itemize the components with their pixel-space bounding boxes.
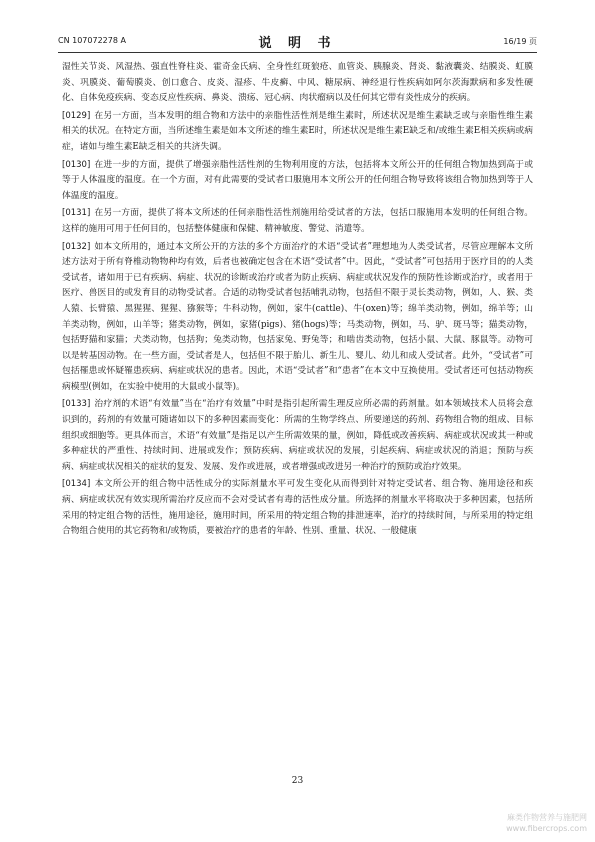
paragraph-0132: [62, 240, 533, 396]
paragraph-0131: [62, 206, 533, 237]
paragraph-number: [0134]: [62, 479, 91, 490]
paragraph-text: 本文所公开的组合物中活性成分的实际剂量水平可发生变化从而得到针对特定受试者、组合物、施用途径和疾病、病症或状况有效实现所需治疗反应而不会对受试者有毒的活性成分量。所选择的剂量水平将取决于多种因素，包括所采用的特定组合物的活性，施用途径，施用时间，所采用的特定组合物的排泄速率，治疗的持续时间，与所采用的特定组合物组合使用的其它药物和/或物质，要被治疗的患者的年龄、性别、重量、状况、一般健康: [62, 479, 533, 537]
page-number: 23: [291, 776, 304, 786]
patent-number: CN 107072278 A: [58, 36, 126, 45]
paragraph-number: [0133]: [62, 399, 91, 410]
document-type-title: 说 明 书: [258, 36, 337, 51]
watermark-url: www.fibercrops.com: [506, 824, 587, 833]
paragraph-number: [0131]: [62, 208, 91, 219]
paragraph-number: [0132]: [62, 241, 91, 252]
paragraph-0134: [62, 477, 533, 539]
paragraph-text: 湿性关节炎、风湿热、强直性脊柱炎、霍奇金氏病、全身性红斑狼疮、血管炎、胰腺炎、肾炎、黏液囊炎、结膜炎、虹膜炎、巩膜炎、葡萄膜炎、创口愈合、皮炎、湿疹、牛皮癣、中风、糖尿病、神经退行性疾病如阿尔茨海默病和多发性硬化、自体免疫疾病、变态反应性疾病、鼻炎、溃疡、冠心病、肉状瘤病以及任何其它带有炎性成分的疾病。: [62, 62, 533, 104]
site-watermark: [506, 812, 587, 834]
page-of-total: 16/19 页: [503, 37, 537, 46]
paragraph-text: 在另一方面，提供了将本文所述的任何亲脂性活性剂施用给受试者的方法，包括口服施用本发明的任何组合物。这样的施用可用于任何目的，包括整体健康和保健、精神敏度、警觉、消遣等。: [62, 208, 533, 234]
paragraph-continuation: [62, 60, 533, 107]
paragraph-text: 在另一方面，当本发明的组合物和方法中的亲脂性活性剂是维生素时，所述状况是维生素缺乏或与亲脂性维生素相关的状况。在特定方面，当所述维生素是如本文所述的维生素E时，所述状况是维生素E缺乏和/或维生素E相关疾病或病症，诸如与维生素E缺乏相关的共济失调。: [62, 110, 533, 152]
paragraph-number: [0129]: [62, 110, 91, 121]
paragraph-text: 在进一步的方面，提供了增强亲脂性活性剂的生物利用度的方法，包括将本文所公开的任何组合物加热到高于或等于人体温度的温度。在一个方面，对有此需要的受试者口服施用本文所公开的任何组合物导致将该组合物加热到等于人体温度的温度。: [62, 159, 533, 201]
header-rule: [58, 52, 537, 53]
page-header: [58, 34, 537, 50]
paragraph-number: [0130]: [62, 159, 91, 170]
paragraph-0129: [62, 109, 533, 156]
watermark-title: 麻类作物营养与施肥网: [507, 813, 587, 822]
paragraph-text: 如本文所用的，通过本文所公开的方法的多个方面治疗的术语“受试者”理想地为人类受试者，尽管应理解本文所述方法对于所有脊椎动物物种均有效，后者也被确定包含在术语“受试者”中。因此，“受试者”可包括用于医疗目的的人类受试者，诸如用于已有疾病、病症、状况的诊断或治疗或者为防止疾病、病症或状况发作的预防性诊断或治疗，或者用于医疗、兽医目的或发育目的动物受试者。合适的动物受试者包括哺乳动物，包括但不限于灵长类动物，例如，人、猴、类人猿、长臂猿、黑猩猩、猩猩、猕猴等；牛科动物，例如，家牛(cattle)、牛(oxen)等；绵羊类动物，例如，绵羊等；山羊类动物，例如，山羊等；猪类动物，例如，家猪(pigs)、猪(hogs)等；马类动物，例如，马、驴、斑马等；猫类动物，包括野猫和家猫；犬类动物，包括狗；兔类动物，包括家兔、野兔等；和啮齿类动物，包括小鼠、大鼠、豚鼠等。动物可以是转基因动物。在一些方面，受试者是人，包括但不限于胎儿、新生儿、婴儿、幼儿和成人受试者。此外，“受试者”可包括罹患或怀疑罹患疾病、病症或状况的患者。因此，术语“受试者”和“患者”在本文中互换使用。受试者还可包括动物疾病模型(例如，在实验中使用的大鼠或小鼠等)。: [62, 241, 533, 392]
paragraph-0130: [62, 158, 533, 205]
paragraph-text: 治疗剂的术语“有效量”当在“治疗有效量”中时是指引起所需生理反应所必需的药剂量。如本领域技术人员将会意识到的，药剂的有效量可随诸如以下的多种因素而变化：所需的生物学终点、所要递送的药剂、药物组合物的组成、目标组织或细胞等。更具体而言，术语“有效量”是指足以产生所需效果的量，例如，降低或改善疾病、病症或状况或其一种或多种症状的严重性、持续时间、进展或发作；预防疾病、病症或状况的发展，引起疾病、病症或状况的消退；预防与疾病、病症或状况相关的症状的复发、发展、发作或进展，或者增强或改进另一种治疗的预防或治疗效果。: [62, 399, 533, 472]
paragraph-0133: [62, 397, 533, 475]
document-body: [62, 60, 533, 542]
